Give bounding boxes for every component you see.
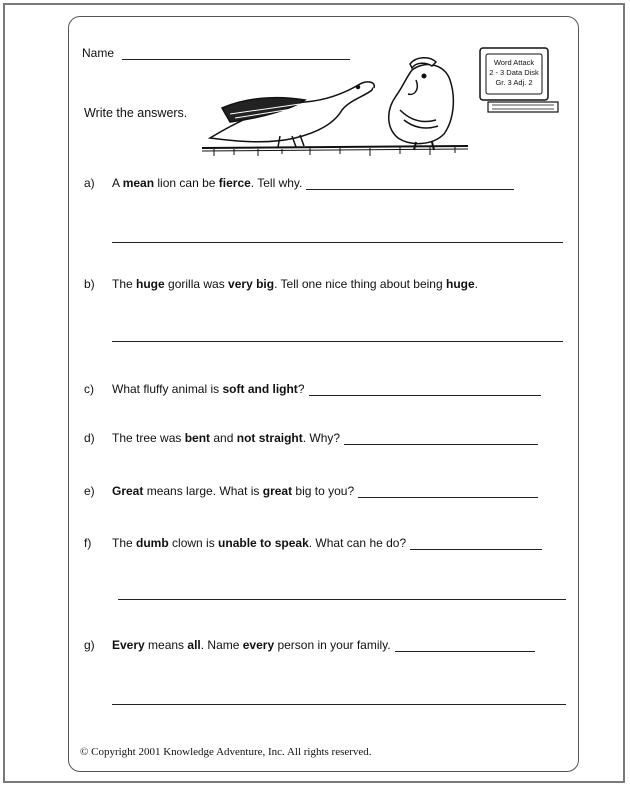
question-f bbox=[84, 536, 542, 550]
eagle-drawing bbox=[210, 82, 374, 147]
question-a bbox=[84, 176, 514, 190]
question-text: What fluffy animal is soft and light? bbox=[112, 382, 305, 396]
answer-line[interactable] bbox=[118, 599, 566, 600]
question-b bbox=[84, 277, 478, 291]
copyright-notice: © Copyright 2001 Knowledge Adventure, Inc. All rights reserved. bbox=[80, 746, 372, 758]
answer-line[interactable] bbox=[395, 639, 535, 652]
parrot-drawing bbox=[389, 58, 454, 150]
question-e bbox=[84, 484, 538, 498]
monitor-line-2: 2 - 3 Data Disk bbox=[489, 68, 539, 77]
answer-line[interactable] bbox=[344, 432, 538, 445]
answer-line[interactable] bbox=[358, 485, 538, 498]
question-letter: g) bbox=[84, 638, 95, 652]
question-letter: c) bbox=[84, 382, 94, 396]
question-text: The tree was bent and not straight. Why? bbox=[112, 431, 341, 445]
answer-line[interactable] bbox=[306, 177, 514, 190]
question-letter: f) bbox=[84, 536, 92, 550]
answer-line[interactable] bbox=[410, 537, 542, 550]
birds-illustration bbox=[200, 50, 470, 160]
question-c bbox=[84, 382, 541, 396]
question-text: Every means all. Name every person in your family. bbox=[112, 638, 391, 652]
answer-line[interactable] bbox=[309, 383, 541, 396]
answer-line[interactable] bbox=[112, 242, 563, 243]
question-g bbox=[84, 638, 535, 652]
question-letter: b) bbox=[84, 277, 95, 291]
question-text: The dumb clown is unable to speak. What can he do? bbox=[112, 536, 407, 550]
monitor-line-1: Word Attack bbox=[493, 58, 535, 67]
question-text: Great means large. What is great big to you? bbox=[112, 484, 355, 498]
question-letter: e) bbox=[84, 484, 95, 498]
name-label: Name bbox=[82, 46, 115, 60]
question-text: A mean lion can be fierce. Tell why. bbox=[112, 176, 303, 190]
answer-line[interactable] bbox=[112, 341, 563, 342]
question-letter: a) bbox=[84, 176, 95, 190]
question-letter: d) bbox=[84, 431, 95, 445]
answer-line[interactable] bbox=[112, 704, 566, 705]
computer-monitor-icon bbox=[478, 46, 562, 122]
question-text: The huge gorilla was very big. Tell one nice thing about being huge. bbox=[112, 277, 479, 291]
question-d bbox=[84, 431, 538, 445]
monitor-line-3: Gr. 3 Adj. 2 bbox=[495, 78, 533, 87]
instructions: Write the answers. bbox=[84, 106, 188, 120]
